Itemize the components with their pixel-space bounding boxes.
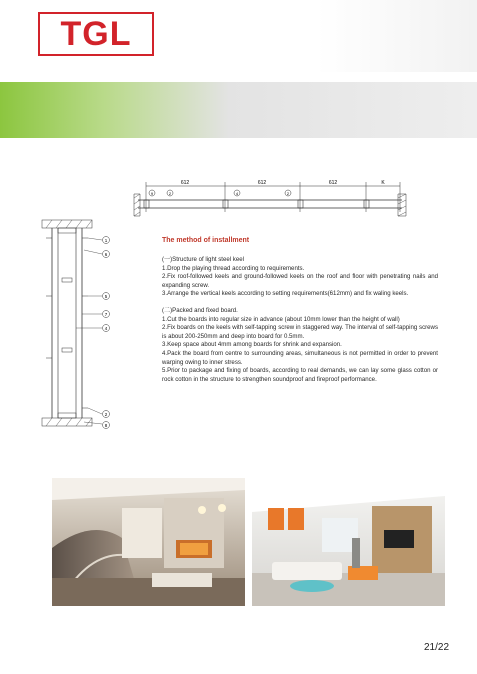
section-callout-2: 6 <box>104 252 108 257</box>
section2-item-3: 3.Keep space about 4mm among boards for shrink and expansion. <box>162 341 342 349</box>
section-heading: The method of installment <box>162 237 250 244</box>
section-callout-3: 5 <box>104 294 108 299</box>
section1-item-3: 3.Arrange the vertical keels according to setting requirements(612mm) and fix waling keels. <box>162 290 409 298</box>
section-callout-5: 4 <box>104 326 108 331</box>
section2-item-1: 1.Cut the boards into regular size in advance (about 10mm lower than the height of wall) <box>162 315 400 323</box>
section1-item-1: 1.Drop the playing thread according to requirements. <box>162 264 305 272</box>
section2-item-5: 5.Prior to package and fixing of boards, according to real demands, we can lay some glass cotton or rock cotton in the structure to strengthen soundproof and fireproof performance. <box>162 367 438 383</box>
section-callout-1: 1 <box>104 238 108 243</box>
page-number: 21/22 <box>424 642 450 653</box>
dim-label-3: 612 <box>328 180 338 186</box>
plan-callout-3: 4 <box>235 191 239 196</box>
dim-label-4: K <box>381 180 385 186</box>
interior-photo-stairway <box>52 478 245 606</box>
section2-item-4: 4.Pack the board from centre to surrounding areas, simultaneous is not permitted in order to prevent warping owing to inner stress. <box>162 349 438 366</box>
dim-label-1: 612 <box>180 180 190 186</box>
keel-plan-drawing <box>130 178 410 228</box>
interior-photo-living-room <box>252 478 445 606</box>
section1-item-2: 2.Fix roof-followed keels and ground-followed keels on the roof and floor with penetrating nails and expanding screw. <box>162 273 438 289</box>
header-shade <box>316 0 477 72</box>
logo-text: TGL <box>60 15 132 53</box>
dim-label-2: 612 <box>257 180 267 186</box>
instructions-text <box>162 256 438 384</box>
section-callout-7: 8 <box>104 423 108 428</box>
plan-callout-4: 2 <box>286 191 290 196</box>
paragraph-gap <box>162 299 438 307</box>
keel-section-drawing <box>40 218 115 433</box>
section2-item-2: 2.Fix boards on the keels with self-tapping screw in staggered way. The interval of self-tapping screws is about 200-250mm and deep into board for 0.5mm. <box>162 324 438 340</box>
section1-title: (一)Structure of light steel keel <box>162 256 244 263</box>
tgl-logo <box>38 12 154 56</box>
green-banner <box>0 82 477 138</box>
section-callout-4: 7 <box>104 312 108 317</box>
plan-callout-2: 2 <box>168 191 172 196</box>
plan-callout-1: 9 <box>150 191 154 196</box>
section2-title: (二)Packed and fixed board. <box>162 306 238 314</box>
section-callout-6: 2 <box>104 412 108 417</box>
